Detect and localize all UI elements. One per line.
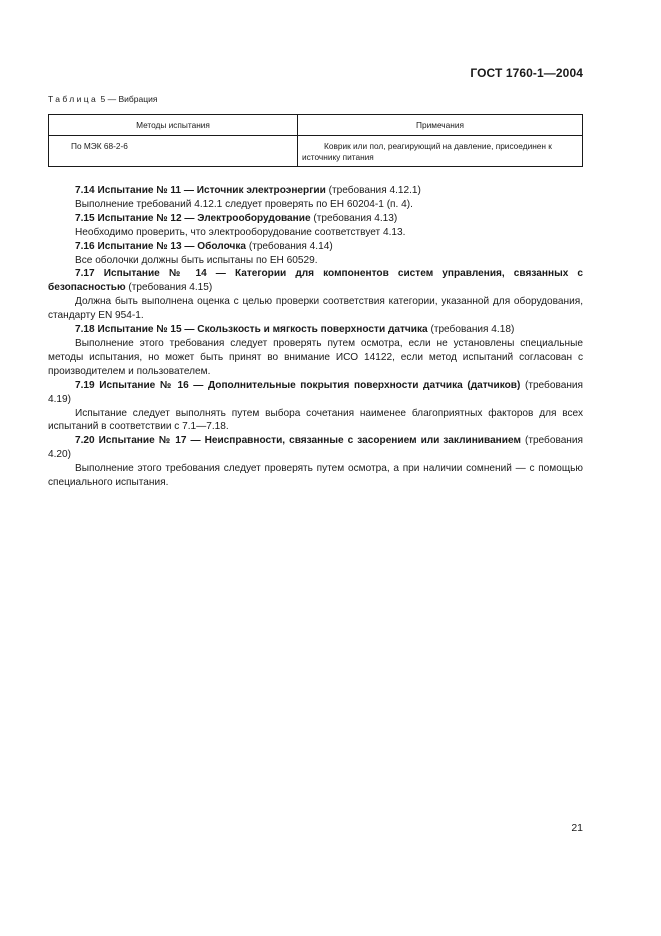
heading-bold: 7.17 Испытание № 14 — Категории для компонентов систем управления, связанных с безопасностью bbox=[48, 268, 583, 294]
column-header-methods: Методы испытания bbox=[49, 115, 298, 136]
cell-note-line2: источнику питания bbox=[302, 152, 374, 162]
heading-ref: (требования 4.19) bbox=[48, 379, 583, 405]
section-text-7-15: Необходимо проверить, что электрооборудование соответствует 4.13. bbox=[75, 226, 406, 238]
table-header-row bbox=[49, 115, 583, 136]
table-caption-word: Таблица bbox=[48, 94, 99, 104]
section-text-7-20: Выполнение этого требования следует проверять путем осмотра, а при наличии сомнений — с помощью специального испытания. bbox=[48, 463, 583, 489]
section-heading-7-19 bbox=[48, 379, 583, 407]
heading-ref: (требования 4.15) bbox=[125, 282, 213, 294]
heading-bold: 7.14 Испытание № 11 — Источник электроэнергии bbox=[75, 185, 326, 196]
heading-ref: (требования 4.20) bbox=[48, 435, 583, 461]
heading-bold: 7.16 Испытание № 13 — Оболочка bbox=[75, 240, 247, 252]
heading-ref: (требования 4.18) bbox=[427, 324, 515, 336]
section-heading-7-18 bbox=[48, 323, 583, 337]
table-row bbox=[49, 136, 583, 167]
section-heading-7-20 bbox=[48, 434, 583, 462]
cell-note bbox=[298, 136, 583, 167]
section-text-7-16: Все оболочки должны быть испытаны по ЕН 60529. bbox=[75, 254, 318, 266]
section-heading-7-16 bbox=[48, 240, 583, 254]
cell-method: По МЭК 68-2-6 bbox=[49, 136, 298, 167]
cell-note-line1: Коврик или пол, реагирующий на давление, присоединен к bbox=[324, 141, 552, 151]
heading-ref: (требования 4.14) bbox=[246, 240, 333, 252]
vibration-table bbox=[48, 114, 583, 167]
section-heading-7-14 bbox=[48, 184, 583, 198]
heading-bold: 7.20 Испытание № 17 — Неисправности, связанные с засорением или заклиниванием bbox=[75, 435, 521, 447]
section-heading-7-15 bbox=[48, 212, 583, 226]
heading-bold: 7.15 Испытание № 12 — Электрооборудование bbox=[75, 212, 311, 224]
document-body bbox=[48, 184, 583, 490]
section-text-7-18: Выполнение этого требования следует проверять путем осмотра, если не установлены специальные методы испытания, но может быть принят во внимание ИСО 14122, если метод испытаний согласован с производителем и пользователем. bbox=[48, 337, 583, 377]
heading-bold: 7.19 Испытание № 16 — Дополнительные покрытия поверхности датчика (датчиков) bbox=[75, 379, 521, 391]
page-number: 21 bbox=[571, 822, 583, 834]
section-text-7-17: Должна быть выполнена оценка с целью проверки соответствия категории, указанной для оборудования, стандарту EN 954-1. bbox=[48, 296, 583, 322]
heading-ref: (требования 4.13) bbox=[310, 212, 398, 224]
standard-designation: ГОСТ 1760-1—2004 bbox=[470, 66, 583, 80]
section-text-7-19: Испытание следует выполнять путем выбора сочетания наименее благоприятных факторов для всех испытаний в соответствии с 7.1—7.18. bbox=[48, 407, 583, 433]
column-header-notes: Примечания bbox=[298, 115, 583, 136]
table-caption bbox=[48, 94, 157, 104]
heading-ref: (требования 4.12.1) bbox=[325, 185, 421, 196]
section-text-7-14: Выполнение требований 4.12.1 следует проверять по ЕН 60204-1 (п. 4). bbox=[75, 198, 413, 210]
section-heading-7-17 bbox=[48, 267, 583, 295]
table-caption-title: 5 — Вибрация bbox=[100, 94, 158, 104]
heading-bold: 7.18 Испытание № 15 — Скользкость и мягкость поверхности датчика bbox=[75, 324, 428, 336]
